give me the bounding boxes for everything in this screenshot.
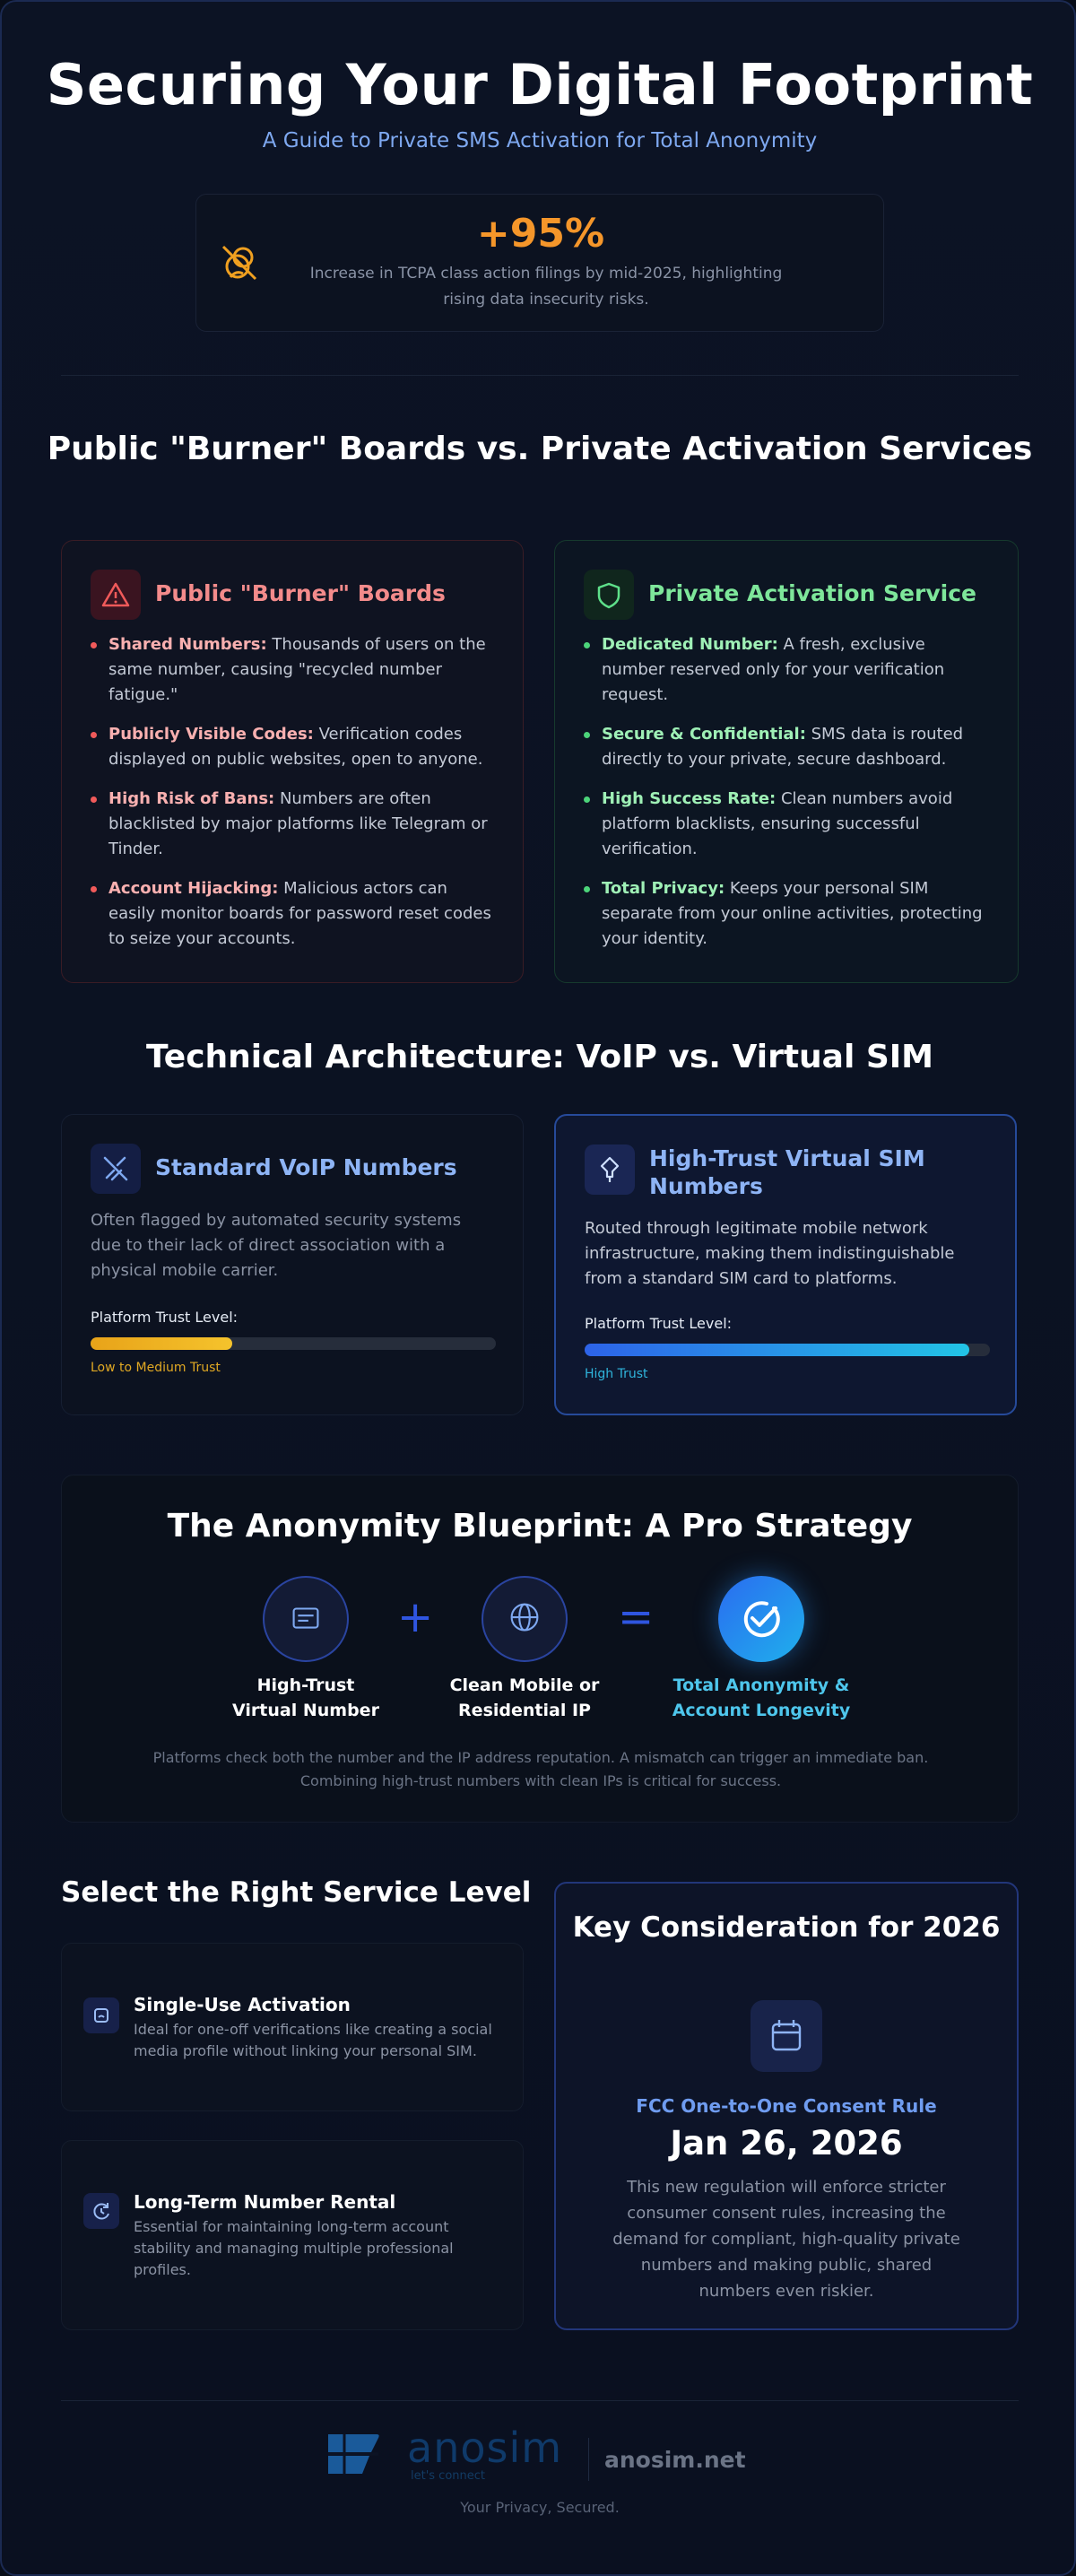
calendar-icon [751,2000,822,2072]
number-card-icon [263,1576,349,1662]
renew-icon [83,2193,119,2229]
anosim-logo-icon [325,2431,405,2477]
service-level-description: Ideal for one-off verifications like creating a social media profile without linking your personal SIM. [134,2021,492,2059]
stat-callout [195,194,884,332]
equals-sign: = [618,1592,655,1642]
virtual-sim-trust-label: Platform Trust Level: [585,1315,733,1332]
key-consideration-card [554,1882,1019,2330]
footer-separator [588,2438,589,2481]
service-level-description: Essential for maintaining long-term account stability and managing multiple professional profiles. [134,2218,454,2278]
service-level-title: Long-Term Number Rental [134,2191,396,2213]
public-boards-title: Public "Burner" Boards [155,580,446,606]
blueprint-note: Platforms check both the number and the IP address reputation. A mismatch can trigger an immediate ban. Combining high-trust numbers with clean IPs is critical for success. [152,1749,929,1789]
consent-rule-name: FCC One-to-One Consent Rule [636,2095,937,2117]
voip-trust-fill [91,1337,232,1350]
voip-title: Standard VoIP Numbers [155,1154,457,1180]
list-item: Total Privacy: Keeps your personal SIM separate from your online activities, protecting your identity. [584,876,987,952]
private-service-title: Private Activation Service [648,580,976,606]
voip-trust-bar [91,1337,496,1350]
private-service-card [554,540,1019,983]
warning-icon [91,570,141,620]
list-item: High Success Rate: Clean numbers avoid platform blacklists, ensuring successful verification. [584,787,987,862]
plus-sign: + [397,1592,434,1642]
blueprint-title: The Anonymity Blueprint: A Pro Strategy [167,1508,913,1545]
virtual-sim-card [554,1114,1017,1415]
service-level-single-use[interactable] [61,1943,524,2111]
private-service-list [584,632,987,966]
list-item: High Risk of Bans: Numbers are often blacklisted by major platforms like Telegram or Tinder. [91,787,494,862]
blueprint-panel [61,1475,1019,1823]
stat-value: +95% [476,211,605,257]
signal-off-icon [91,1144,141,1194]
public-boards-list [91,632,494,966]
blueprint-step-label: Total Anonymity & Account Longevity [672,1675,851,1720]
sim-pin-icon [585,1144,635,1195]
voip-description: Often flagged by automated security systems due to their lack of direct association with a physical mobile carrier. [91,1211,462,1280]
virtual-sim-trust-fill [585,1344,969,1356]
list-item: Shared Numbers: Thousands of users on the same number, causing "recycled number fatigue." [91,632,494,708]
service-level-title: Single-Use Activation [134,1994,351,2015]
section-divider [61,375,1019,376]
page-subtitle: A Guide to Private SMS Activation for Total Anonymity [262,129,818,152]
comparison-title: Public "Burner" Boards vs. Private Activation Services [47,431,1033,467]
architecture-title: Technical Architecture: VoIP vs. Virtual SIM [146,1039,933,1075]
voip-card [61,1114,524,1415]
virtual-sim-trust-bar [585,1344,990,1356]
virtual-sim-description: Routed through legitimate mobile network infrastructure, making them indistinguishable from a standard SIM card to platforms. [585,1219,955,1288]
shield-icon [584,570,634,620]
list-item: Dedicated Number: A fresh, exclusive number reserved only for your verification request. [584,632,987,708]
consent-rule-date: Jan 26, 2026 [670,2124,903,2163]
voip-trust-text: Low to Medium Trust [91,1361,221,1375]
check-badge-icon [718,1576,804,1662]
footer-brand: anosim [407,2424,563,2472]
stat-text: Increase in TCPA class action filings by mid-2025, highlighting rising data insecurity risks. [309,265,783,309]
service-levels-title: Select the Right Service Level [61,1876,532,1909]
page-title: Securing Your Digital Footprint [46,52,1034,117]
footer-divider [61,2400,1019,2401]
key-consideration-text: This new regulation will enforce stricter consumer consent rules, increasing the demand for compliant, high-quality private numbers and making public, shared numbers even riskier. [612,2178,960,2301]
blueprint-step-label: High-Trust Virtual Number [232,1675,379,1720]
footer-site-link[interactable]: anosim.net [604,2447,746,2473]
list-item: Account Hijacking: Malicious actors can easily monitor boards for password reset codes to seize your accounts. [91,876,494,952]
virtual-sim-title: High-Trust Virtual SIM Numbers [649,1145,925,1199]
blueprint-step-label: Clean Mobile or Residential IP [449,1675,600,1720]
list-item: Publicly Visible Codes: Verification codes displayed on public websites, open to anyone. [91,722,494,772]
footer-tagline: let's connect [411,2469,486,2483]
single-use-icon [83,1997,119,2033]
footer-note: Your Privacy, Secured. [460,2499,620,2516]
globe-icon [482,1576,568,1662]
key-consideration-title: Key Consideration for 2026 [572,1911,1001,1944]
voip-trust-label: Platform Trust Level: [91,1309,239,1326]
virtual-sim-trust-text: High Trust [585,1367,648,1381]
public-boards-card [61,540,524,983]
list-item: Secure & Confidential: SMS data is routed directly to your private, secure dashboard. [584,722,987,772]
service-level-long-term[interactable] [61,2140,524,2330]
